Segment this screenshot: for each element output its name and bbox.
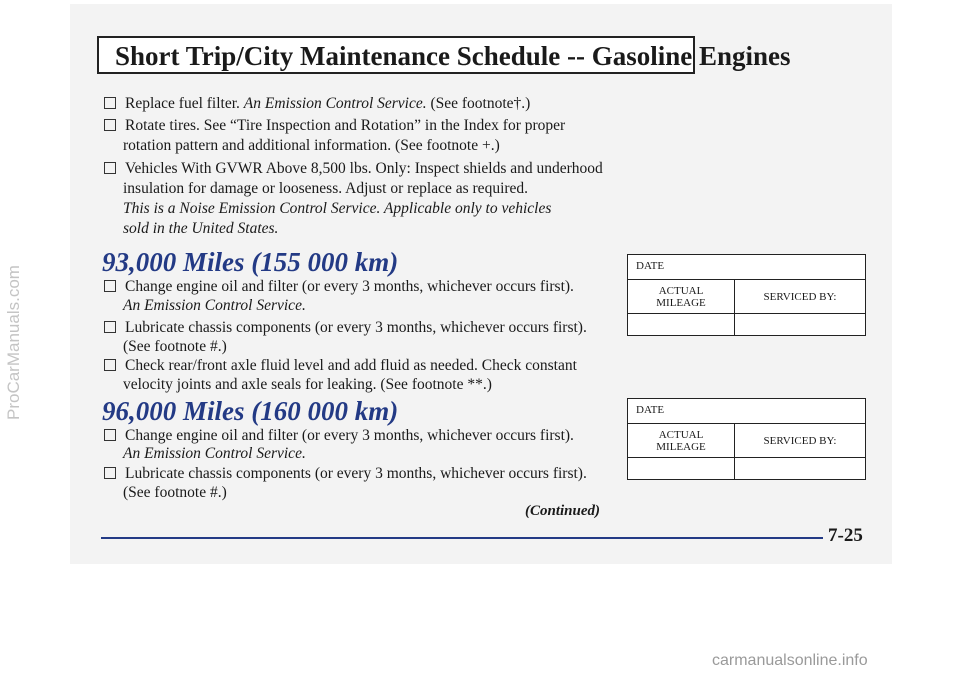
checkbox-icon[interactable]	[104, 280, 116, 292]
list-item-continuation: insulation for damage or looseness. Adjust or replace as required.	[123, 180, 529, 197]
checkbox-icon[interactable]	[104, 97, 116, 109]
checkbox-icon[interactable]	[104, 359, 116, 371]
emission-note: sold in the United States.	[123, 220, 279, 237]
page-number: 7-25	[828, 525, 863, 546]
serviced-by-field[interactable]	[735, 458, 865, 479]
checkbox-icon[interactable]	[104, 162, 116, 174]
emission-note: An Emission Control Service.	[123, 445, 306, 462]
list-item-continuation: velocity joints and axle seals for leaking. (See footnote **.)	[123, 376, 492, 393]
date-field[interactable]: DATE	[628, 255, 865, 280]
mileage-label: ACTUAL MILEAGE	[628, 424, 735, 457]
list-item: Lubricate chassis components (or every 3 months, whichever occurs first).	[104, 318, 587, 337]
list-item-continuation: rotation pattern and additional information. (See footnote +.)	[123, 137, 500, 154]
side-watermark: ProCarManuals.com	[4, 265, 23, 420]
continued-note: (Continued)	[525, 503, 601, 519]
emission-note: This is a Noise Emission Control Service. Applicable only to vehicles	[123, 200, 552, 217]
list-item: Replace fuel filter. An Emission Control Service. (See footnote†.)	[104, 94, 530, 113]
serviced-by-field[interactable]	[735, 314, 865, 335]
list-item: Check rear/front axle fluid level and add fluid as needed. Check constant	[104, 356, 577, 375]
date-field[interactable]: DATE	[628, 399, 865, 424]
mileage-field[interactable]	[628, 458, 735, 479]
checkbox-icon[interactable]	[104, 321, 116, 333]
mileage-field[interactable]	[628, 314, 735, 335]
bottom-watermark: carmanualsonline.info	[712, 652, 868, 669]
list-item: Change engine oil and filter (or every 3 months, whichever occurs first).	[104, 426, 574, 445]
list-item: Rotate tires. See “Tire Inspection and Rotation” in the Index for proper	[104, 116, 565, 135]
serviced-by-label: SERVICED BY:	[763, 290, 837, 303]
service-record-box	[627, 398, 866, 480]
checkbox-icon[interactable]	[104, 429, 116, 441]
list-item: Lubricate chassis components (or every 3 months, whichever occurs first).	[104, 464, 587, 483]
list-item-continuation: (See footnote #.)	[123, 484, 227, 501]
checkbox-icon[interactable]	[104, 119, 116, 131]
serviced-by-label: SERVICED BY:	[763, 434, 837, 447]
service-record-box	[627, 254, 866, 336]
mileage-heading: 93,000 Miles (155 000 km)	[102, 247, 399, 277]
page-title: Short Trip/City Maintenance Schedule -- Gasoline Engines	[115, 41, 791, 71]
footer-rule	[101, 537, 823, 539]
mileage-label: ACTUAL MILEAGE	[628, 280, 735, 313]
emission-note: An Emission Control Service.	[123, 297, 306, 314]
list-item: Change engine oil and filter (or every 3 months, whichever occurs first).	[104, 277, 574, 296]
section-title-box	[97, 36, 791, 74]
list-item-continuation: (See footnote #.)	[123, 338, 227, 355]
mileage-heading: 96,000 Miles (160 000 km)	[102, 396, 399, 426]
list-item: Vehicles With GVWR Above 8,500 lbs. Only: Inspect shields and underhood	[104, 159, 603, 178]
checkbox-icon[interactable]	[104, 467, 116, 479]
